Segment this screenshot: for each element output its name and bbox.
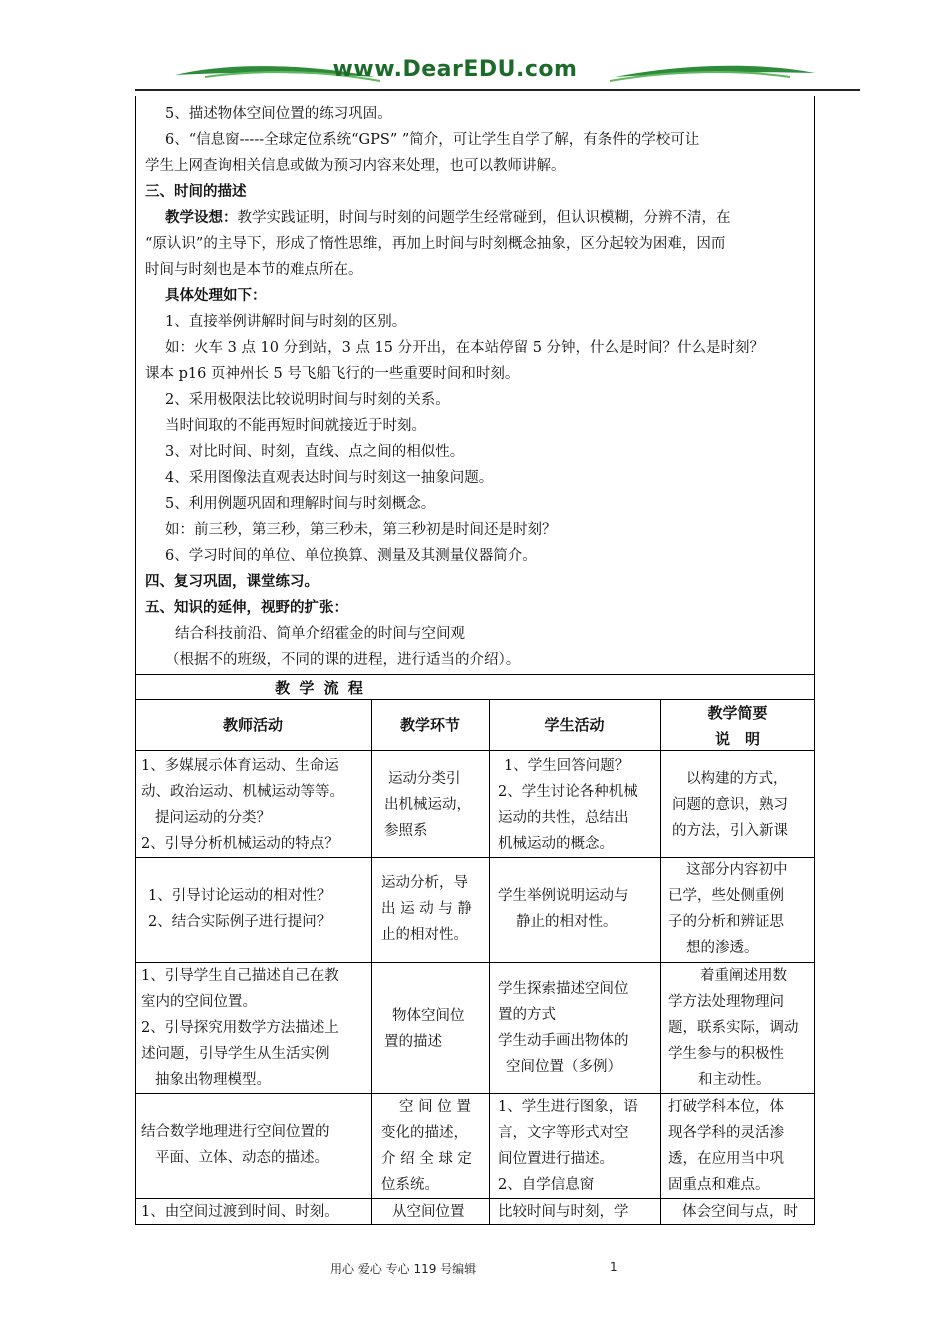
row-2-student-line: 静止的相对性。 [516, 914, 618, 930]
row-2-note [668, 857, 813, 961]
row-3-stage [384, 1003, 488, 1055]
row-3-teacher-line: 1、引导学生自己描述自己在教 [141, 968, 339, 984]
point-6: 6、学习时间的单位、单位换算、测量及其测量仪器简介。 [165, 548, 537, 564]
row-4-note-line: 透，在应用当中巩 [668, 1151, 784, 1167]
row-3-note-line: 题，联系实际，调动 [668, 1020, 799, 1036]
row-2-note-line: 这部分内容初中 [686, 862, 788, 878]
row-1-teacher-line: 动、政治运动、机械运动等等。 [141, 784, 344, 800]
column-divider-2 [489, 699, 490, 1224]
header-note-line-2: 说 明 [714, 730, 760, 748]
row-1-stage [384, 766, 488, 844]
row-3-student-line: 学生探索描述空间位 [498, 981, 629, 997]
point-3: 3、对比时间、时刻，直线、点之间的相似性。 [165, 444, 465, 460]
row-1-student-line: 2、学生讨论各种机械 [498, 784, 638, 800]
flow-table-title: 教 学 流 程 [275, 679, 365, 697]
row-5-stage-line: 从空间位置 [392, 1204, 465, 1220]
row-1-teacher-line: 提问运动的分类？ [155, 810, 271, 826]
row-4-note-line: 现各学科的灵活渗 [668, 1125, 784, 1141]
row-1-student-line: 机械运动的概念。 [498, 836, 614, 852]
point-4: 4、采用图像法直观表达时间与时刻这一抽象问题。 [165, 470, 494, 486]
row-2-teacher-line: 2、结合实际例子进行提问？ [148, 914, 332, 930]
header-student: 学生活动 [544, 716, 605, 734]
header-note-line-1: 教学简要 [707, 704, 768, 722]
row-4-stage-line: 空 间 位 置 [399, 1099, 471, 1115]
row-4-student-line: 1、学生进行图象，语 [498, 1099, 638, 1115]
row-3-note-line: 学方法处理物理问 [668, 994, 784, 1010]
item-5: 5、描述物体空间位置的练习巩固。 [165, 106, 392, 122]
row-2-note-line: 已学，些处侧重例 [668, 888, 784, 904]
row-3-teacher-line: 2、引导探究用数学方法描述上 [141, 1020, 339, 1036]
row-2-teacher [148, 883, 368, 935]
row-5-student-line: 比较时间与时刻，学 [498, 1204, 629, 1220]
row-1-stage-line: 参照系 [384, 823, 428, 839]
row-1-note-line: 以构建的方式， [686, 771, 788, 787]
row-2-teacher-line: 1、引导讨论运动的相对性？ [148, 888, 332, 904]
row-1-stage-line: 出机械运动， [384, 797, 471, 813]
row-3-student-line: 学生动手画出物体的 [498, 1033, 629, 1049]
point-1-example-line-2: 课本 p16 页神州长 5 号飞船飞行的一些重要时间和时刻。 [145, 366, 520, 382]
row-5-note [668, 1199, 813, 1225]
row-2-note-line: 想的渗透。 [686, 940, 759, 956]
point-5: 5、利用例题巩固和理解时间与时刻概念。 [165, 496, 436, 512]
section-5-heading: 五、知识的延伸，视野的扩张： [145, 599, 348, 616]
row-4-teacher-line: 结合数学地理进行空间位置的 [141, 1124, 330, 1140]
row-3-teacher [141, 963, 369, 1093]
row-3-note-line: 着重阐述用数 [700, 968, 787, 984]
extension-line-1: 结合科技前沿、简单介绍霍金的时间与空间观 [175, 626, 465, 642]
row-3-student [498, 976, 658, 1080]
row-3-teacher-line: 抽象出物理模型。 [155, 1072, 271, 1088]
header-stage: 教学环节 [399, 716, 460, 734]
page-number: 1 [610, 1260, 618, 1274]
row-3-stage-line: 置的描述 [384, 1034, 442, 1050]
row-1-student [498, 753, 658, 857]
row-4-note-line: 打破学科本位，体 [668, 1099, 784, 1115]
footer-caption: 用心 爱心 专心 119 号编辑 [330, 1262, 477, 1276]
row-3-note-line: 学生参与的积极性 [668, 1046, 784, 1062]
row-4-student-line: 间位置进行描述。 [498, 1151, 614, 1167]
point-1-example-line-1: 如：火车 3 点 10 分到站，3 点 15 分开出，在本站停留 5 分钟，什么是时间？什么是时刻？ [165, 340, 765, 356]
row-3-teacher-line: 室内的空间位置。 [141, 994, 257, 1010]
row-3-note-line: 和主动性。 [698, 1072, 771, 1088]
point-2-note: 当时间取的不能再短时间就接近于时刻。 [165, 418, 426, 434]
row-1-student-line: 1、学生回答问题？ [504, 758, 630, 774]
row-4-student-line: 言，文字等形式对空 [498, 1125, 629, 1141]
row-4-stage-line: 介 绍 全 球 定 [381, 1151, 472, 1167]
row-1-student-line: 运动的共性，总结出 [498, 810, 629, 826]
row-2-stage-line: 止的相对性。 [381, 927, 468, 943]
row-2-stage [381, 870, 487, 948]
row-1-stage-line: 运动分类引 [388, 771, 461, 787]
row-5-teacher-line: 1、由空间过渡到时间、时刻。 [141, 1204, 339, 1220]
row-2-stage-line: 出 运 动 与 静 [381, 901, 472, 917]
point-2: 2、采用极限法比较说明时间与时刻的关系。 [165, 392, 450, 408]
extension-line-2: （根据不的班级，不同的课的进程，进行适当的介绍）。 [165, 652, 521, 668]
row-1-teacher-line: 1、多媒展示体育运动、生命运 [141, 758, 339, 774]
row-5-student [498, 1199, 658, 1225]
row-4-student-line: 2、自学信息窗 [498, 1177, 595, 1193]
row-3-teacher-line: 述问题，引导学生从生活实例 [141, 1046, 330, 1062]
point-5-example: 如：前三秒，第三秒，第三秒未，第三秒初是时间还是时刻？ [165, 522, 557, 538]
row-5-stage [384, 1199, 488, 1225]
design-label: 教学设想： [165, 209, 238, 226]
logo-text: www.DearEDU.com [332, 57, 578, 82]
row-1-note-line: 问题的意识，熟习 [672, 797, 788, 813]
row-3-student-line: 置的方式 [498, 1007, 556, 1023]
page-header [135, 55, 860, 95]
column-divider-1 [371, 699, 372, 1224]
design-line-1 [145, 205, 830, 231]
row-2-stage-line: 运动分析，导 [381, 875, 468, 891]
row-1-teacher [141, 753, 369, 857]
row-3-stage-line: 物体空间位 [392, 1008, 465, 1024]
design-text: 教学实践证明，时间与时刻的问题学生经常碰到，但认识模糊，分辨不清，在 [237, 210, 731, 226]
row-4-stage-line: 变化的描述， [381, 1125, 468, 1141]
row-4-student [498, 1094, 658, 1198]
row-2-student-line: 学生举例说明运动与 [498, 888, 629, 904]
row-4-stage [381, 1094, 487, 1198]
design-line-3: 时间与时刻也是本节的难点所在。 [145, 262, 363, 278]
row-1-note-line: 的方法，引入新课 [672, 823, 788, 839]
row-4-teacher [141, 1119, 369, 1171]
section-3-heading: 三、时间的描述 [145, 183, 247, 200]
row-4-note-line: 固重点和难点。 [668, 1177, 770, 1193]
point-1: 1、直接举例讲解时间与时刻的区别。 [165, 314, 407, 330]
row-5-teacher [141, 1199, 369, 1225]
row-2-note-line: 子的分析和辨证思 [668, 914, 784, 930]
row-4-teacher-line: 平面、立体、动态的描述。 [155, 1150, 329, 1166]
row-3-student-line: 空间位置（多例） [506, 1059, 622, 1075]
row-4-stage-line: 位系统。 [381, 1177, 439, 1193]
item-6-line-2: 学生上网查询相关信息或做为预习内容来处理，也可以教师讲解。 [145, 158, 566, 174]
table-top-rule [135, 674, 815, 675]
row-3-note [668, 963, 813, 1093]
row-1-teacher-line: 2、引导分析机械运动的特点？ [141, 836, 339, 852]
row-1-note [672, 766, 812, 844]
item-6-line-1: 6、“信息窗-----全球定位系统“GPS” ”简介，可让学生自学了解，有条件的学校可让 [165, 132, 700, 148]
column-divider-3 [660, 699, 661, 1224]
header-teacher: 教师活动 [222, 716, 283, 734]
row-5-note-line: 体会空间与点，时 [682, 1204, 798, 1220]
row-4-note [668, 1094, 813, 1198]
processing-heading: 具体处理如下： [165, 287, 267, 304]
row-2-student [498, 883, 658, 935]
header-rule [135, 89, 860, 91]
section-4-heading: 四、复习巩固，课堂练习。 [145, 573, 319, 590]
design-line-2: “原认识”的主导下，形成了惰性思维，再加上时间与时刻概念抽象，区分起较为困难，因而 [145, 236, 726, 252]
